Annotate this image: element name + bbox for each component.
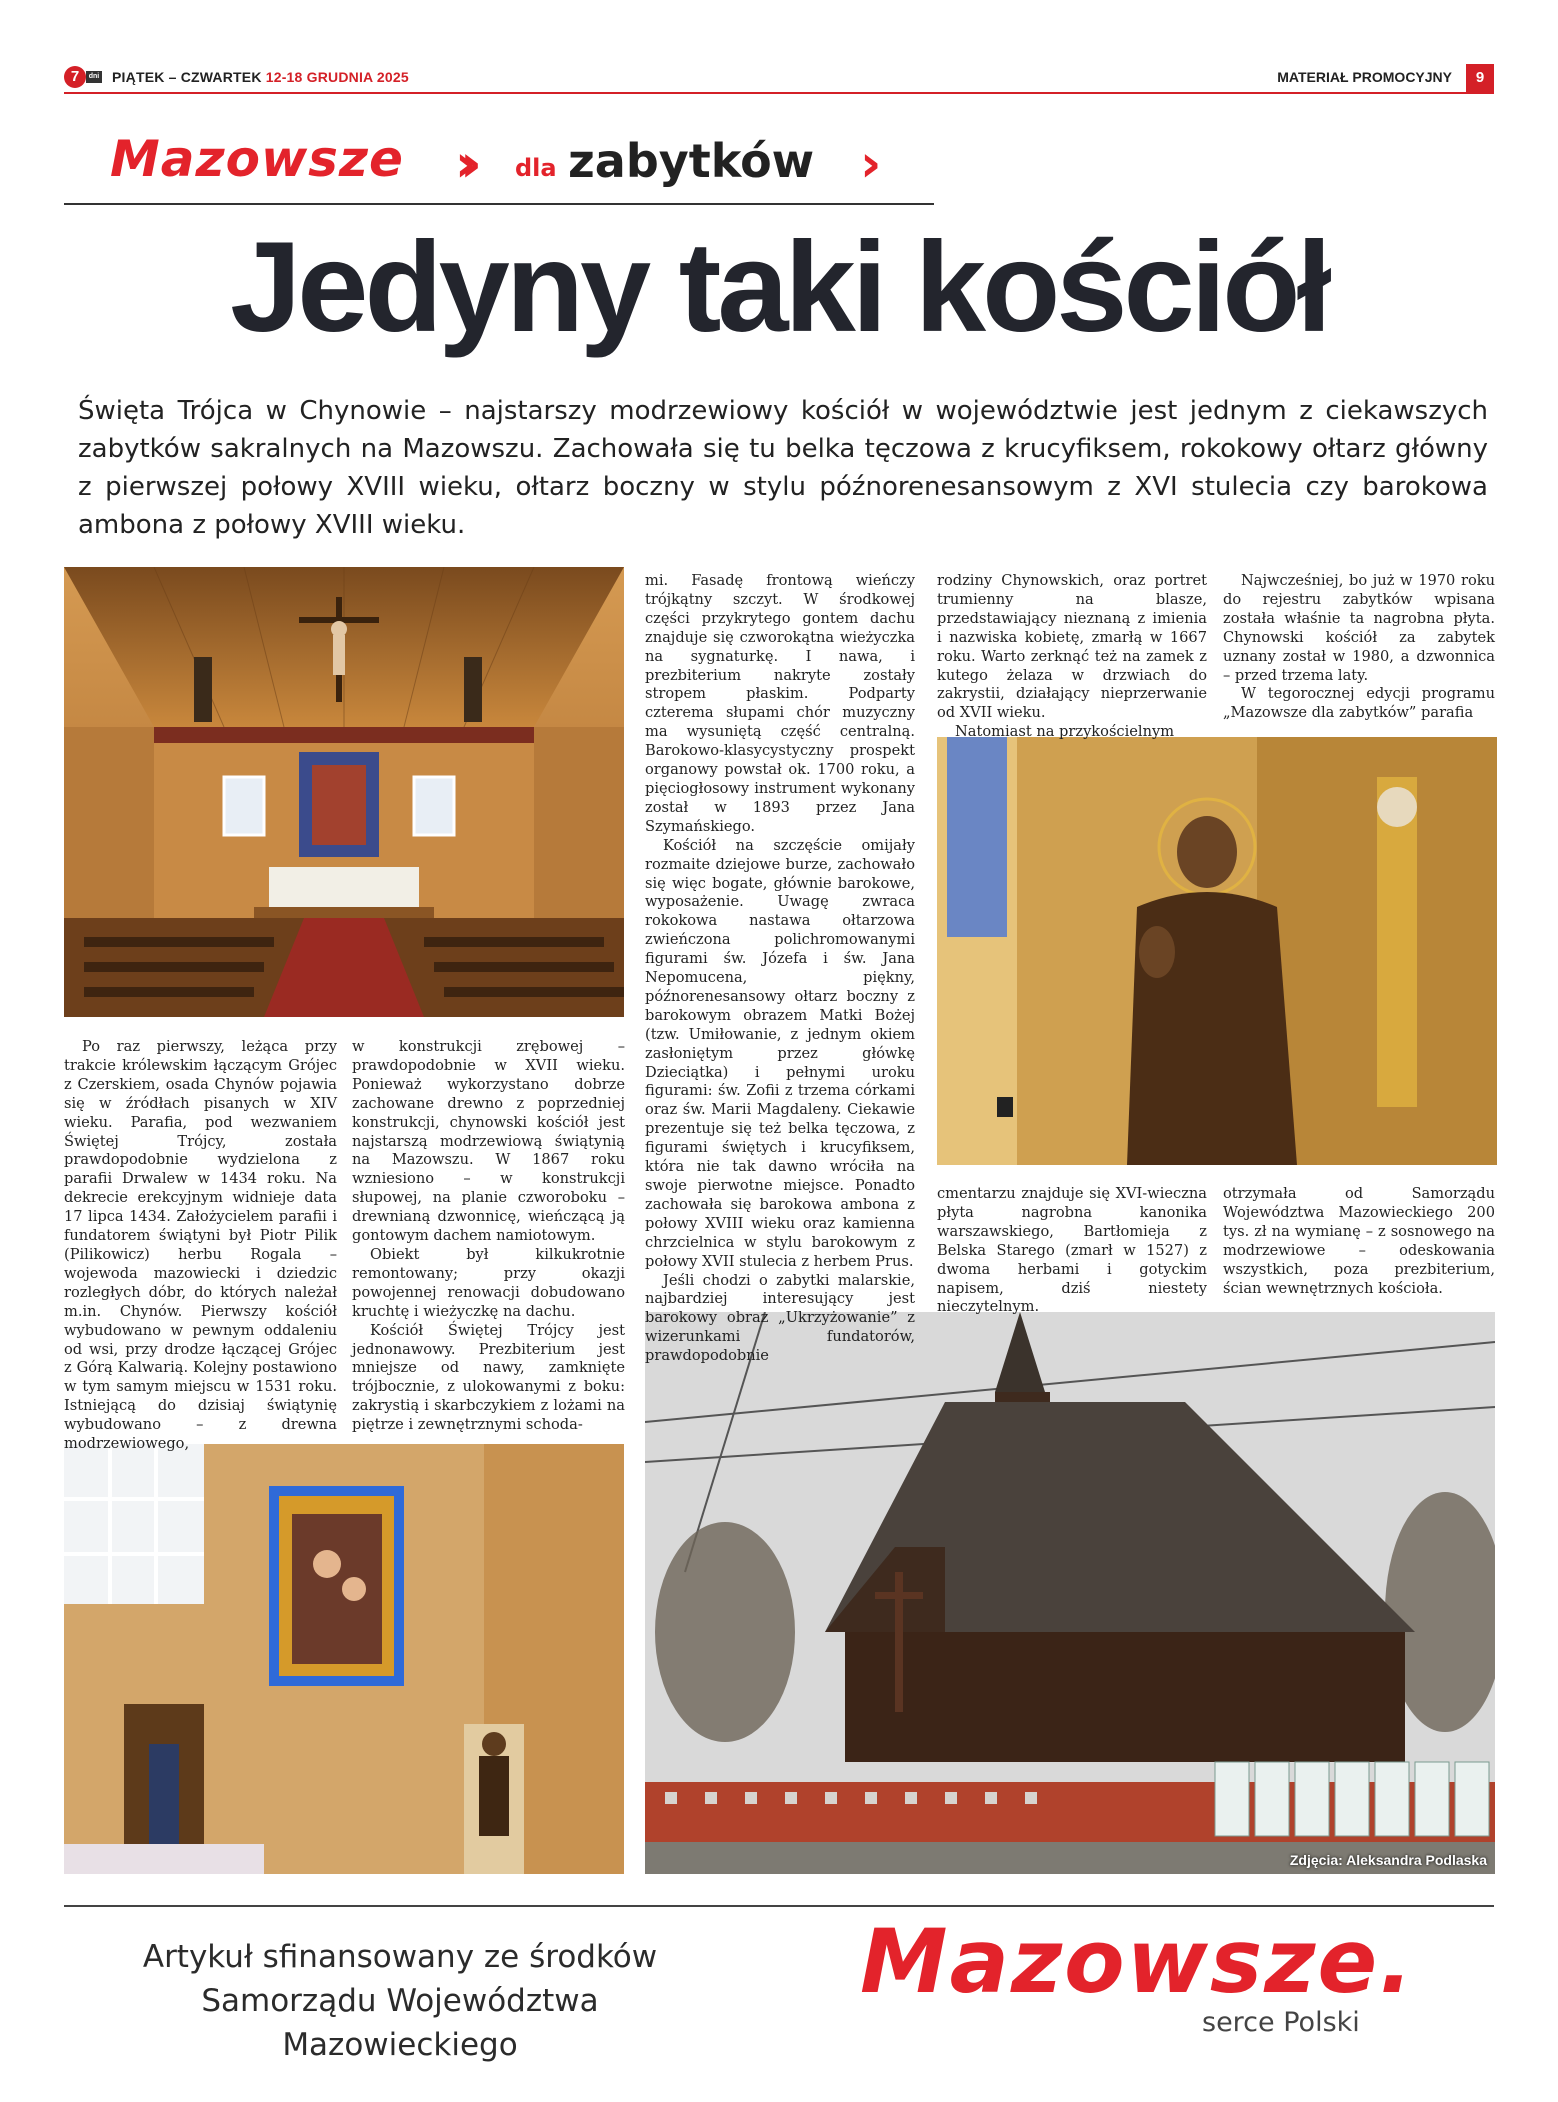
column-5-top — [1223, 572, 1495, 723]
funding-line-2: Samorządu Województwa Mazowieckiego — [201, 1983, 599, 2063]
column-4-bottom — [937, 1185, 1207, 1317]
page-number: 9 — [1466, 64, 1494, 92]
paragraph: W tegorocznej edycji programu „Mazowsze dla zabytków” parafia — [1223, 685, 1495, 722]
photo-credit: Zdjęcia: Aleksandra Podlaska — [1289, 1852, 1487, 1868]
banner-chevrons: ›› — [455, 134, 466, 194]
paragraph: cmentarzu znajduje się XVI-wieczna płyta nagrobna kanonika warszawskiego, Bartłomieja z Belska Starego (zmarł w 1527) z dwoma herbami i gotyckim napisem, dziś niestety nieczytelnym. — [937, 1185, 1207, 1316]
paragraph: Kościół na szczęście omijały rozmaite dziejowe burze, zachowało się więc bogate, głównie barokowe, wyposażenie. Uwagę zwraca rokokowa nastawa ołtarzowa zwieńczona polichromowanymi figurami św. Józefa i św. Jana Nepomucena, piękny, późnorenesansowy ołtarz boczny z barokowym obrazem Matki Bożej (tzw. Umiłowanie, z jednym okiem zasłoniętym przez główkę Dzieciątka) i pełnymi uroku figurami: św. Zofii z trzema córkami oraz św. Marii Magdaleny. Ciekawie prezentuje się też belka tęczowa, z figurami świętych i krucyfiksem, która nie tak dawno wróciła na swoje pierwotne miejsce. Ponadto zachowała się barokowa ambona z połowy XVIII wieku oraz kamienna chrzcielnica w stylu barokowym z połowy XVII stulecia z herbem Prus. — [645, 836, 915, 1270]
banner-chevron-end: › — [860, 134, 882, 194]
paragraph: Po raz pierwszy, leżąca przy trakcie królewskim łączącym Grójec z Czerskiem, osada Chynów pojawia się w źródłach pisanych w XIV wieku. Parafia, pod wezwaniem Świętej Trójcy, została prawdopodobnie wydzielona z parafii Drwalew w 1434 roku. Na dekrecie erekcyjnym widnieje data 17 lipca 1434. Założycielem parafii i fundatorem świątyni był Piotr Pilik (Pilikowicz) herbu Rogala – wojewoda mazowiecki i dziedzic rozległych dóbr, do których należał m.in. Chynów. Pierwszy kościół wybudowano w pewnym oddaleniu od wsi, przy drodze łączącej Grójec z Górą Kalwarią. Kolejny postawiono w tym samym miejscu w 1531 roku. Istniejącą do dzisiaj świątynię wybudowano – z drewna modrzewiowego, — [64, 1038, 337, 1453]
paragraph: Obiekt był kilkukrotnie remontowany; przy okazji powojennej renowacji dobudowano kruchtę i wieżyczkę na dachu. — [352, 1245, 625, 1320]
promo-label: MATERIAŁ PROMOCYJNY — [1277, 69, 1452, 85]
footer-brand-logo: Mazowsze. — [860, 1910, 1415, 2013]
banner-rule — [64, 203, 934, 205]
column-4-top — [937, 572, 1207, 742]
paragraph: otrzymała od Samorządu Województwa Mazowieckiego 200 tys. zł na wymianę – z sosnowego na modrzewiowe – odeskowania wszystkich, poza prezbiterium, ścian wewnętrznych kościoła. — [1223, 1185, 1495, 1297]
article-lead: Święta Trójca w Chynowie – najstarszy modrzewiowy kościół w województwie jest jednym z ciekawszych zabytków sakralnych na Mazowszu. Zachowała się tu belka tęczowa z krucyfiksem, rokokowy ołtarz główny z pierwszej połowy XVIII wieku, ołtarz boczny w stylu późnorenesansowym z XVI stulecia czy barokowa ambona z połowy XVIII wieku. — [78, 396, 1488, 540]
publication-logo-badge: dni — [86, 71, 102, 83]
paragraph: mi. Fasadę frontową wieńczy trójkątny szczyt. W środkowej części przykrytego gontem dachu znajduje się czworokątna wieżyczka na sygnaturkę. I nawa, i prezbiterium nakryte zostały stropem płaskim. Podparty czterema słupami chór muzyczny ma wysuniętą część centralną. Barokowo-klasycystyczny prospekt organowy powstał ok. 1700 roku, a pięciogłosowy instrument wykonany został w 1893 przez Jana Szymańskiego. — [645, 572, 915, 835]
column-1 — [64, 1038, 337, 1454]
issue-date-range: 12-18 GRUDNIA 2025 — [265, 69, 409, 85]
paragraph: Najwcześniej, bo już w 1970 roku do rejestru zabytków wpisana została właśnie ta nagrobna płyta. Chynowski kościół za zabytek uznany został w 1980, a dzwonnica – przed trzema laty. — [1223, 572, 1495, 684]
banner-zabytkow: zabytków — [568, 134, 815, 188]
funding-line-1: Artykuł sfinansowany ze środków — [142, 1939, 658, 1975]
banner-dla: dla — [515, 154, 557, 182]
page-header — [64, 66, 1494, 94]
issue-date — [112, 69, 409, 85]
funding-note — [110, 1935, 690, 2067]
paragraph: rodziny Chynowskich, oraz portret trumienny na blasze, przedstawiający nieznaną z imienia i nazwiska kobietę, zmarłą w 1667 roku. Warto zerknąć też na zamek z kutego żelaza w drzwiach do zakrystii, działający nieprzerwanie od XVII wieku. — [937, 572, 1207, 722]
column-3 — [645, 572, 915, 1366]
paragraph: w konstrukcji zrębowej – prawdopodobnie w XVII wieku. Ponieważ wykorzystano dobrze zachowane drewno z poprzedniej konstrukcji, chynowski kościół jest najstarszą modrzewiową świątynią na Mazowszu. W 1867 roku wzniesiono – w konstrukcji słupowej, na planie czworoboku – drewnianą dzwonnicę, wieńczącą ją gontowym dachem namiotowym. — [352, 1038, 625, 1245]
column-2 — [352, 1038, 625, 1435]
footer-tagline: serce Polski — [1202, 2007, 1360, 2038]
publication-logo: 7 — [64, 66, 86, 88]
photo-side-altar — [64, 1444, 624, 1874]
paragraph: Kościół Świętej Trójcy jest jednonawowy. Prezbiterium jest mniejsze od nawy, zamknięte trójbocznie, z ulokowanymi z boku: zakrystią i skarbczykiem z lożami na piętrze i zewnętrznymi schoda- — [352, 1321, 625, 1434]
photo-saint-statue — [937, 737, 1497, 1165]
footer-rule — [64, 1905, 1494, 1907]
banner-brand: Mazowsze — [110, 130, 404, 188]
article-title: Jedyny taki kościół — [230, 216, 1328, 359]
paragraph: Natomiast na przykościelnym — [955, 723, 1175, 741]
paragraph: Jeśli chodzi o zabytki malarskie, najbardziej interesujący jest barokowy obraz „Ukrzyżowanie” z wizerunkami fundatorów, prawdopodobnie — [645, 1271, 915, 1365]
photo-church-interior — [64, 567, 624, 1017]
column-5-bottom — [1223, 1185, 1495, 1298]
issue-days: PIĄTEK – CZWARTEK — [112, 69, 266, 85]
photo-church-exterior — [645, 1312, 1495, 1874]
